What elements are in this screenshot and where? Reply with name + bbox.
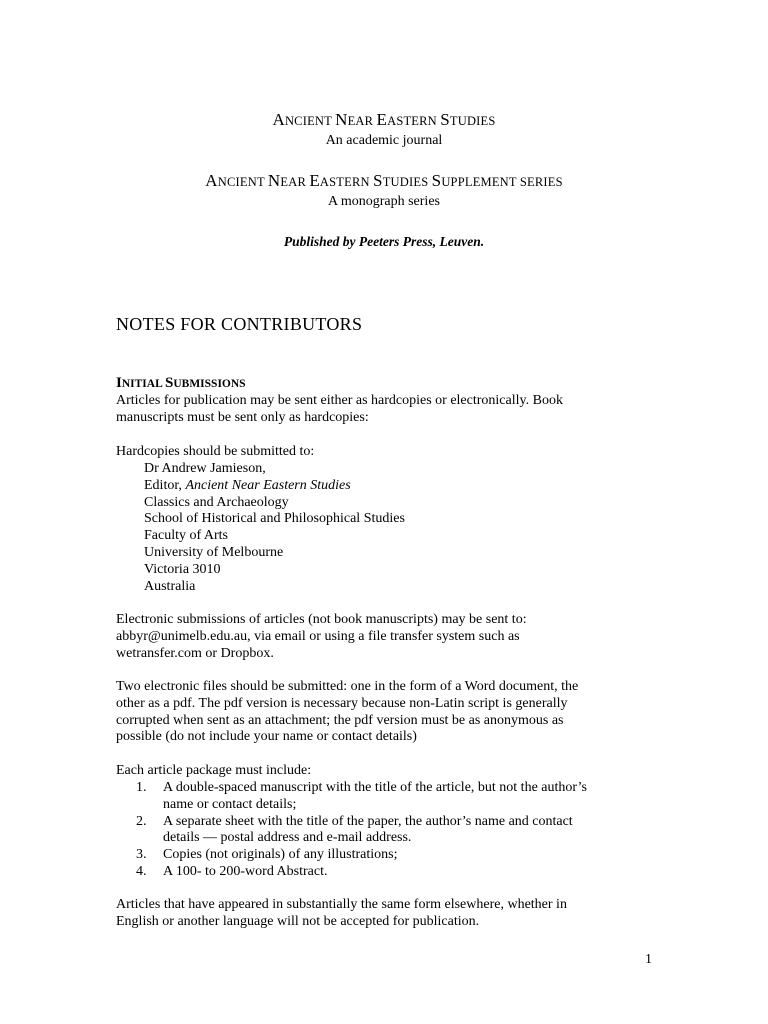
journal-title-part: NCIENT [284, 114, 336, 128]
series-title-part: A [205, 171, 218, 190]
section-heading-part: UBMISSIONS [173, 378, 246, 390]
address-line: Faculty of Arts [144, 528, 228, 544]
address-line [144, 478, 405, 495]
electronic-files-paragraph [116, 679, 656, 746]
page-number: 1 [645, 952, 652, 967]
address-line: University of Melbourne [144, 544, 284, 560]
list-number: 2. [136, 813, 147, 829]
address-editor-journal: Ancient Near Eastern Studies [185, 477, 351, 493]
text-line: English or another language will not be accepted for publication. [116, 913, 480, 929]
text-line: abbyr@unimelb.edu.au, via email or using a file transfer system such as [116, 628, 520, 644]
text-line: corrupted when sent as an attachment; the pdf version must be as anonymous as [116, 712, 564, 728]
list-item [136, 864, 636, 881]
series-title-part: ASTERN [319, 175, 374, 189]
text-line: Articles for publication may be sent either as hardcopies or electronically. Book [116, 393, 563, 408]
address-line: Australia [144, 578, 196, 594]
list-number: 4. [136, 863, 147, 879]
address-line: Classics and Archaeology [144, 494, 289, 510]
text-line: Hardcopies should be submitted to: [116, 444, 315, 459]
series-title-part: TUDIES [382, 175, 432, 189]
address-line: School of Historical and Philosophical Studies [144, 511, 405, 527]
list-text: Copies (not originals) of any illustrations; [163, 847, 398, 863]
list-text: A 100- to 200-word Abstract. [163, 863, 328, 879]
journal-title-part: E [376, 110, 388, 129]
series-title-part: S [431, 171, 442, 190]
text-line: Two electronic files should be submitted: one in the form of a Word document, the [116, 679, 579, 694]
section-heading-part: S [165, 375, 174, 391]
journal-title-part: TUDIES [449, 114, 496, 128]
list-number: 1. [136, 780, 147, 795]
intro-paragraph [116, 393, 656, 427]
text-line: manuscripts must be sent only as hardcopies: [116, 409, 369, 425]
series-title-part: E [309, 171, 320, 190]
series-subtitle: A monograph series [328, 194, 440, 209]
list-number: 3. [136, 847, 147, 863]
text-line: possible (do not include your name or contact details) [116, 729, 417, 745]
journal-title-part: ASTERN [387, 114, 441, 128]
hardcopy-label [116, 444, 656, 461]
postal-address [144, 461, 405, 595]
series-title-part: NCIENT [217, 175, 268, 189]
text-line: Each article package must include: [116, 763, 312, 778]
publisher-line: Published by Peeters Press, Leuven. [283, 234, 485, 249]
journal-title-part: N [335, 110, 348, 129]
address-line: Victoria 3010 [144, 561, 221, 577]
journal-title [0, 112, 768, 130]
journal-title-part: EAR [347, 114, 377, 128]
journal-title-part: S [440, 110, 450, 129]
list-text: name or contact details; [163, 796, 297, 812]
page-heading: NOTES FOR CONTRIBUTORS [116, 314, 363, 334]
text-line: Articles that have appeared in substantially the same form elsewhere, whether in [116, 897, 567, 912]
section-heading-part: I [116, 375, 122, 391]
series-title-part: S [373, 171, 383, 190]
section-heading-part: NITIAL [121, 378, 165, 390]
series-title-part: N [267, 171, 281, 190]
journal-title-part: A [272, 110, 285, 129]
package-list [136, 780, 636, 881]
text-line: wetransfer.com or Dropbox. [116, 645, 274, 661]
list-item [136, 780, 636, 797]
list-item-continuation [136, 830, 636, 847]
address-editor-prefix: Editor, [144, 477, 186, 493]
section-heading-initial-submissions [116, 375, 246, 393]
series-title-part: UPPLEMENT SERIES [441, 175, 563, 189]
list-item [136, 814, 636, 831]
series-title [0, 173, 768, 191]
text-line: other as a pdf. The pdf version is necessary because non-Latin script is generally [116, 695, 568, 711]
list-item-continuation [136, 797, 636, 814]
closing-paragraph [116, 897, 656, 931]
journal-subtitle: An academic journal [325, 133, 443, 148]
list-text: A separate sheet with the title of the paper, the author’s name and contact [163, 813, 573, 829]
list-item [136, 847, 636, 864]
list-text: details — postal address and e-mail address. [163, 830, 412, 846]
package-label [116, 763, 656, 780]
text-line: Electronic submissions of articles (not book manuscripts) may be sent to: [116, 612, 527, 627]
list-text: A double-spaced manuscript with the title of the article, but not the author’s [163, 780, 587, 795]
electronic-submission-paragraph [116, 612, 656, 662]
series-title-part: EAR [280, 175, 310, 189]
address-line: Dr Andrew Jamieson, [144, 461, 266, 476]
